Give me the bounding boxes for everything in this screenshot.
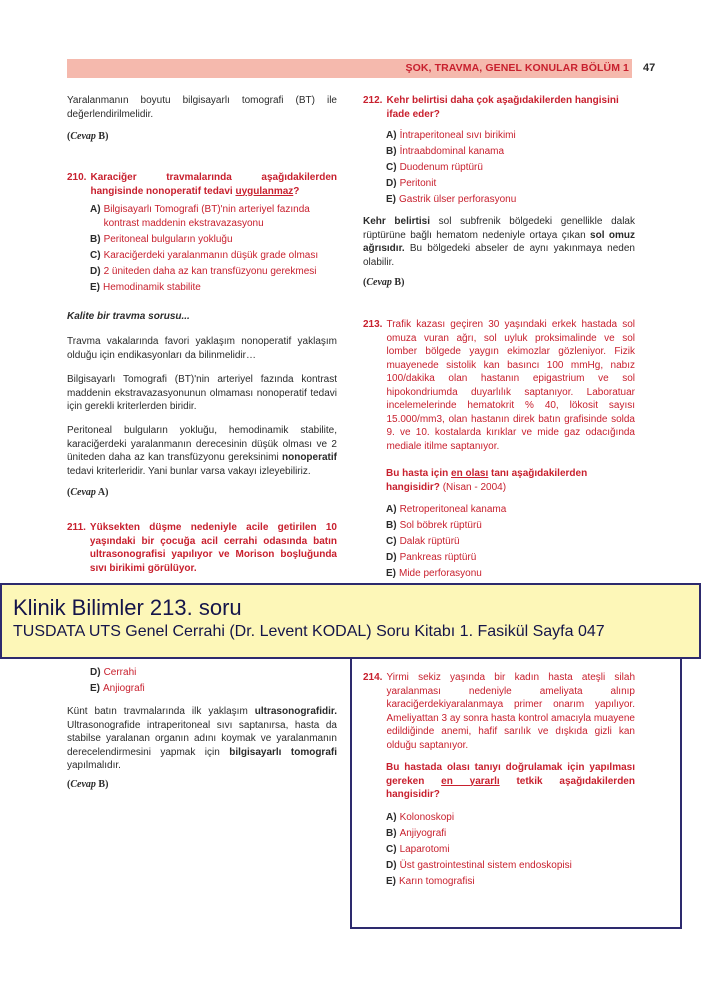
question-prompt: Bu hasta için en olası tanı aşağıdakilerden hangisidir? (Nisan - 2004) bbox=[386, 468, 588, 493]
answer-210: (Cevap A) bbox=[67, 487, 109, 498]
question-211: 211. Yüksekten düşme nedeniyle acile getirilen 10 yaşındaki bir çocuğa acil cerrahi odasında batın ultrasonografisi yapılıyor ve Morison boşluğunda sıvı birikimi görülüyor. bbox=[67, 522, 337, 574]
option-c: C) Karaciğerdeki yaralanmanın düşük grade olması bbox=[90, 249, 319, 261]
banner-title: Klinik Bilimler 213. soru bbox=[13, 595, 242, 620]
option-d: D) 2 üniteden daha az kan transfüzyonu gerekmesi bbox=[90, 265, 317, 277]
paragraph-3: Peritoneal bulguların yokluğu, hemodinamik stabilite, karaciğerdeki yaralanmanın derecesinin düşük olması ve 2 üniteden daha az kan transfüzyonu gereksinimi nonoperatif tedavi kriterleridir. Yani bunlar varsa vakayı izleyebiliriz. bbox=[67, 425, 337, 477]
paragraph-4: Künt batın travmalarında ilk yaklaşım ultrasonografidir. Ultrasonografide intraperitoneal sıvı saptanırsa, hasta da stabilse yaralanan organın adını koymak ve yaralanmanın derecelendirmesini yapmak için bilgisayarlı tomografi yapılmalıdır. bbox=[67, 706, 337, 771]
intro-paragraph: Yaralanmanın boyutu bilgisayarlı tomografi (BT) ile değerlendirilmelidir. bbox=[67, 95, 337, 120]
answer-209: (Cevap B) bbox=[67, 131, 109, 142]
page-number: 47 bbox=[643, 62, 656, 74]
option-c: C) Laparotomi bbox=[386, 843, 450, 855]
question-210 bbox=[67, 171, 337, 297]
question-213: 213. Trafik kazası geçiren 30 yaşındaki erkek hastada sol omuza vuran ağrı, sol uyluk proksimalinde ve sol lomber bölgede yaygın ekimozlar gözleniyor. Fizik muayenede sistolik kan basıncı 100 mmHg, nabız 100/dakika olan hastanın epigastrium ve sol hipokondriumda duyarlılık saptanıyor. Laboratuar incelemelerinde hematokrit % 40, lökosit sayısı 15.000/mm3, olan hastanın direk batın grafisinde solda 9. ve 10. kostalarda kırıklar ve mide gaz odacığında mediale itilme saptanıyor. Bu hasta için en olası tanı aşağıdakilerden hangisidir? (Nisan - 2004) A) Retroperitoneal kanama B) Sol böbrek rüptürü C) Dalak rüptürü D) Pankreas rüptürü E) Mide perforasyonu bbox=[363, 319, 635, 579]
question-212: 212. Kehr belirtisi daha çok aşağıdakilerden hangisini ifade eder? A) İntraperitoneal sıvı birikimi B) İntraabdominal kanama C) Duodenum rüptürü D) Peritonit E) Gastrik ülser perforasyonu bbox=[363, 94, 635, 209]
question-number: 210. bbox=[67, 172, 87, 183]
left-column bbox=[67, 0, 337, 989]
answer-211: (Cevap B) bbox=[67, 779, 109, 790]
option-c: C) Duodenum rüptürü bbox=[386, 162, 483, 173]
options-211-visible bbox=[67, 666, 337, 698]
options-list bbox=[386, 503, 635, 581]
option-e: E) Mide perforasyonu bbox=[386, 568, 482, 579]
option-a: A) İntraperitoneal sıvı birikimi bbox=[386, 130, 516, 141]
option-d: D) Pankreas rüptürü bbox=[386, 552, 477, 563]
option-c: C) Dalak rüptürü bbox=[386, 536, 460, 547]
option-a: A) Retroperitoneal kanama bbox=[386, 504, 507, 515]
question-stem: Karaciğer travmalarında aşağıdakilerden hangisinde nonoperatif tedavi uygulanmaz? bbox=[90, 172, 337, 197]
option-b: B) İntraabdominal kanama bbox=[386, 146, 505, 157]
option-a: A) Bilgisayarlı Tomografi (BT)'nin arteriyel fazında kontrast maddenin ekstravazasyonu bbox=[90, 204, 310, 229]
option-e: E) Karın tomografisi bbox=[386, 875, 475, 887]
chapter-title: ŞOK, TRAVMA, GENEL KONULAR BÖLÜM 1 bbox=[405, 62, 629, 74]
question-prompt: Bu hastada olası tanıyı doğrulamak için yapılması gereken en yararlı tetkik aşağıdakilerden hangisidir? bbox=[386, 762, 635, 800]
paragraph-1: Travma vakalarında favori yaklaşım nonoperatif yaklaşım olduğu için endikasyonları da bilinmelidir… bbox=[67, 336, 337, 361]
explanation-212: Kehr belirtisi sol subfrenik bölgedeki genellikle dalak rüptürüne bağlı hematom nedeniyle ortaya çıkan sol omuz ağrısıdır. Bu bölgedeki abseler de aynı yakınmaya neden olabilir. bbox=[363, 216, 635, 268]
options-list bbox=[386, 129, 635, 207]
paragraph-2: Bilgisayarlı Tomografi (BT)'nin arteriyel fazında kontrast maddenin ekstravazasyonunun olmaması nonoperatif tedavi için gerekli kriterlerden biridir. bbox=[67, 374, 337, 412]
option-b: B) Peritoneal bulguların yokluğu bbox=[90, 233, 233, 245]
option-e: E) Hemodinamik stabilite bbox=[90, 281, 201, 293]
option-d: D) Cerrahi bbox=[90, 667, 137, 678]
options-list bbox=[90, 203, 337, 294]
source-banner bbox=[0, 583, 701, 659]
option-e: E) Anjiografi bbox=[90, 683, 145, 694]
subheading: Kalite bir travma sorusu... bbox=[67, 311, 190, 322]
option-a: A) Kolonoskopi bbox=[386, 811, 455, 823]
question-214-frame bbox=[350, 655, 682, 929]
answer-212: (Cevap B) bbox=[363, 277, 405, 288]
option-d: D) Üst gastrointestinal sistem endoskopisi bbox=[386, 859, 572, 871]
banner-subtitle: TUSDATA UTS Genel Cerrahi (Dr. Levent KODAL) Soru Kitabı 1. Fasikül Sayfa 047 bbox=[13, 623, 605, 640]
option-d: D) Peritonit bbox=[386, 178, 437, 189]
question-214: 214. Yirmi sekiz yaşında bir kadın hasta ateşli silah yaralanması nedeniyle ameliyata alınıp karaciğerdekiyaralanmaya primer onarım yapılıyor. Ameliyattan 3 ay sonra hasta kontrol amacıyla muayene edildiğinde anemi, hafif sarılık ve dışkıda gizli kan olduğu saptanıyor. Bu hastada olası tanıyı doğrulamak için yapılması gereken en yararlı tetkik aşağıdakilerden hangisidir? A) Kolonoskopi B) Anjiyografi C) Laparotomi D) Üst gastrointestinal sistem endoskopisi E) Karın tomografisi bbox=[363, 672, 635, 887]
option-e: E) Gastrik ülser perforasyonu bbox=[386, 194, 517, 205]
option-b: B) Anjiyografi bbox=[386, 827, 447, 839]
option-b: B) Sol böbrek rüptürü bbox=[386, 520, 482, 531]
